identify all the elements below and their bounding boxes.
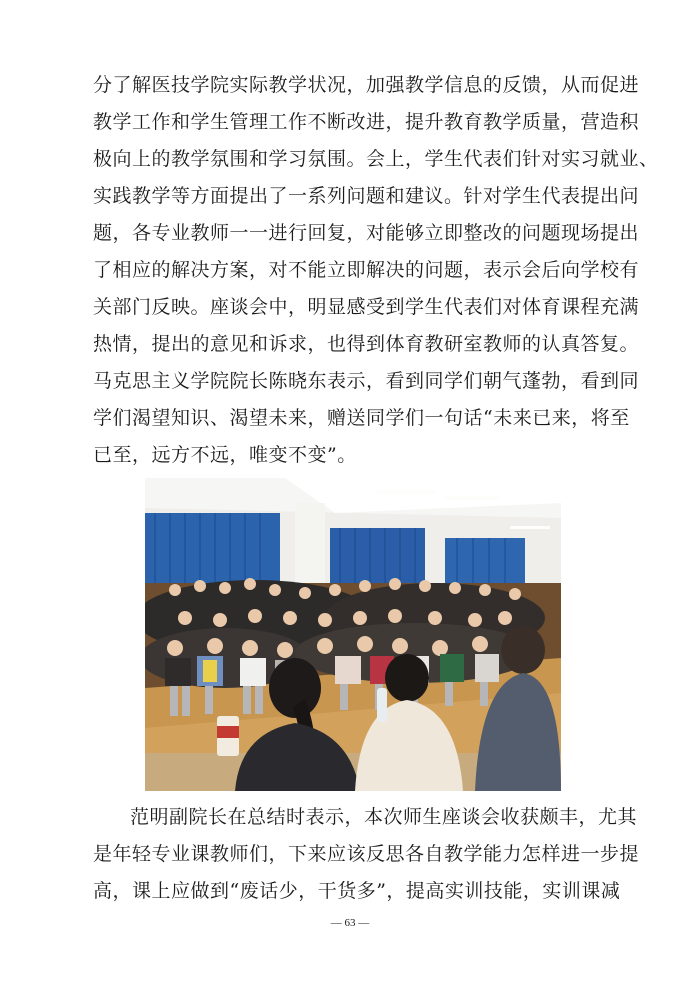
meeting-photo bbox=[145, 478, 561, 791]
meeting-photo-illustration bbox=[145, 478, 561, 791]
paragraph-line: 实践教学等方面提出了一系列问题和建议。针对学生代表提出问 bbox=[93, 185, 640, 207]
paragraph-line: 热情，提出的意见和诉求，也得到体育教研室教师的认真答复。 bbox=[93, 333, 640, 355]
paragraph-line: 范明副院长在总结时表示，本次师生座谈会收获颇丰，尤其 bbox=[130, 806, 638, 828]
paragraph-line: 马克思主义学院院长陈晓东表示，看到同学们朝气蓬勃，看到同 bbox=[93, 370, 640, 392]
page-number: — 63 — bbox=[330, 917, 370, 929]
paragraph-line: 题，各专业教师一一进行回复，对能够立即整改的问题现场提出 bbox=[93, 222, 640, 244]
paragraph-line: 关部门反映。座谈会中，明显感受到学生代表们对体育课程充满 bbox=[93, 296, 640, 318]
paragraph-line: 高，课上应做到“废话少，干货多”，提高实训技能，实训课减 bbox=[93, 880, 621, 902]
paragraph-line: 教学工作和学生管理工作不断改进，提升教育教学质量，营造积 bbox=[93, 111, 640, 133]
paragraph-line: 是年轻专业课教师们，下来应该反思各自教学能力怎样进一步提 bbox=[93, 843, 640, 865]
paragraph-line: 极向上的教学氛围和学习氛围。会上，学生代表们针对实习就业、 bbox=[93, 148, 659, 170]
paragraph-line: 分了解医技学院实际教学状况，加强教学信息的反馈，从而促进 bbox=[93, 74, 640, 96]
paragraph-line: 了相应的解决方案，对不能立即解决的问题，表示会后向学校有 bbox=[93, 259, 640, 281]
paragraph-line: 已至，远方不远，唯变不变”。 bbox=[93, 444, 357, 466]
paragraph-line: 学们渴望知识、渴望未来，赠送同学们一句话“未来已来，将至 bbox=[93, 407, 630, 429]
